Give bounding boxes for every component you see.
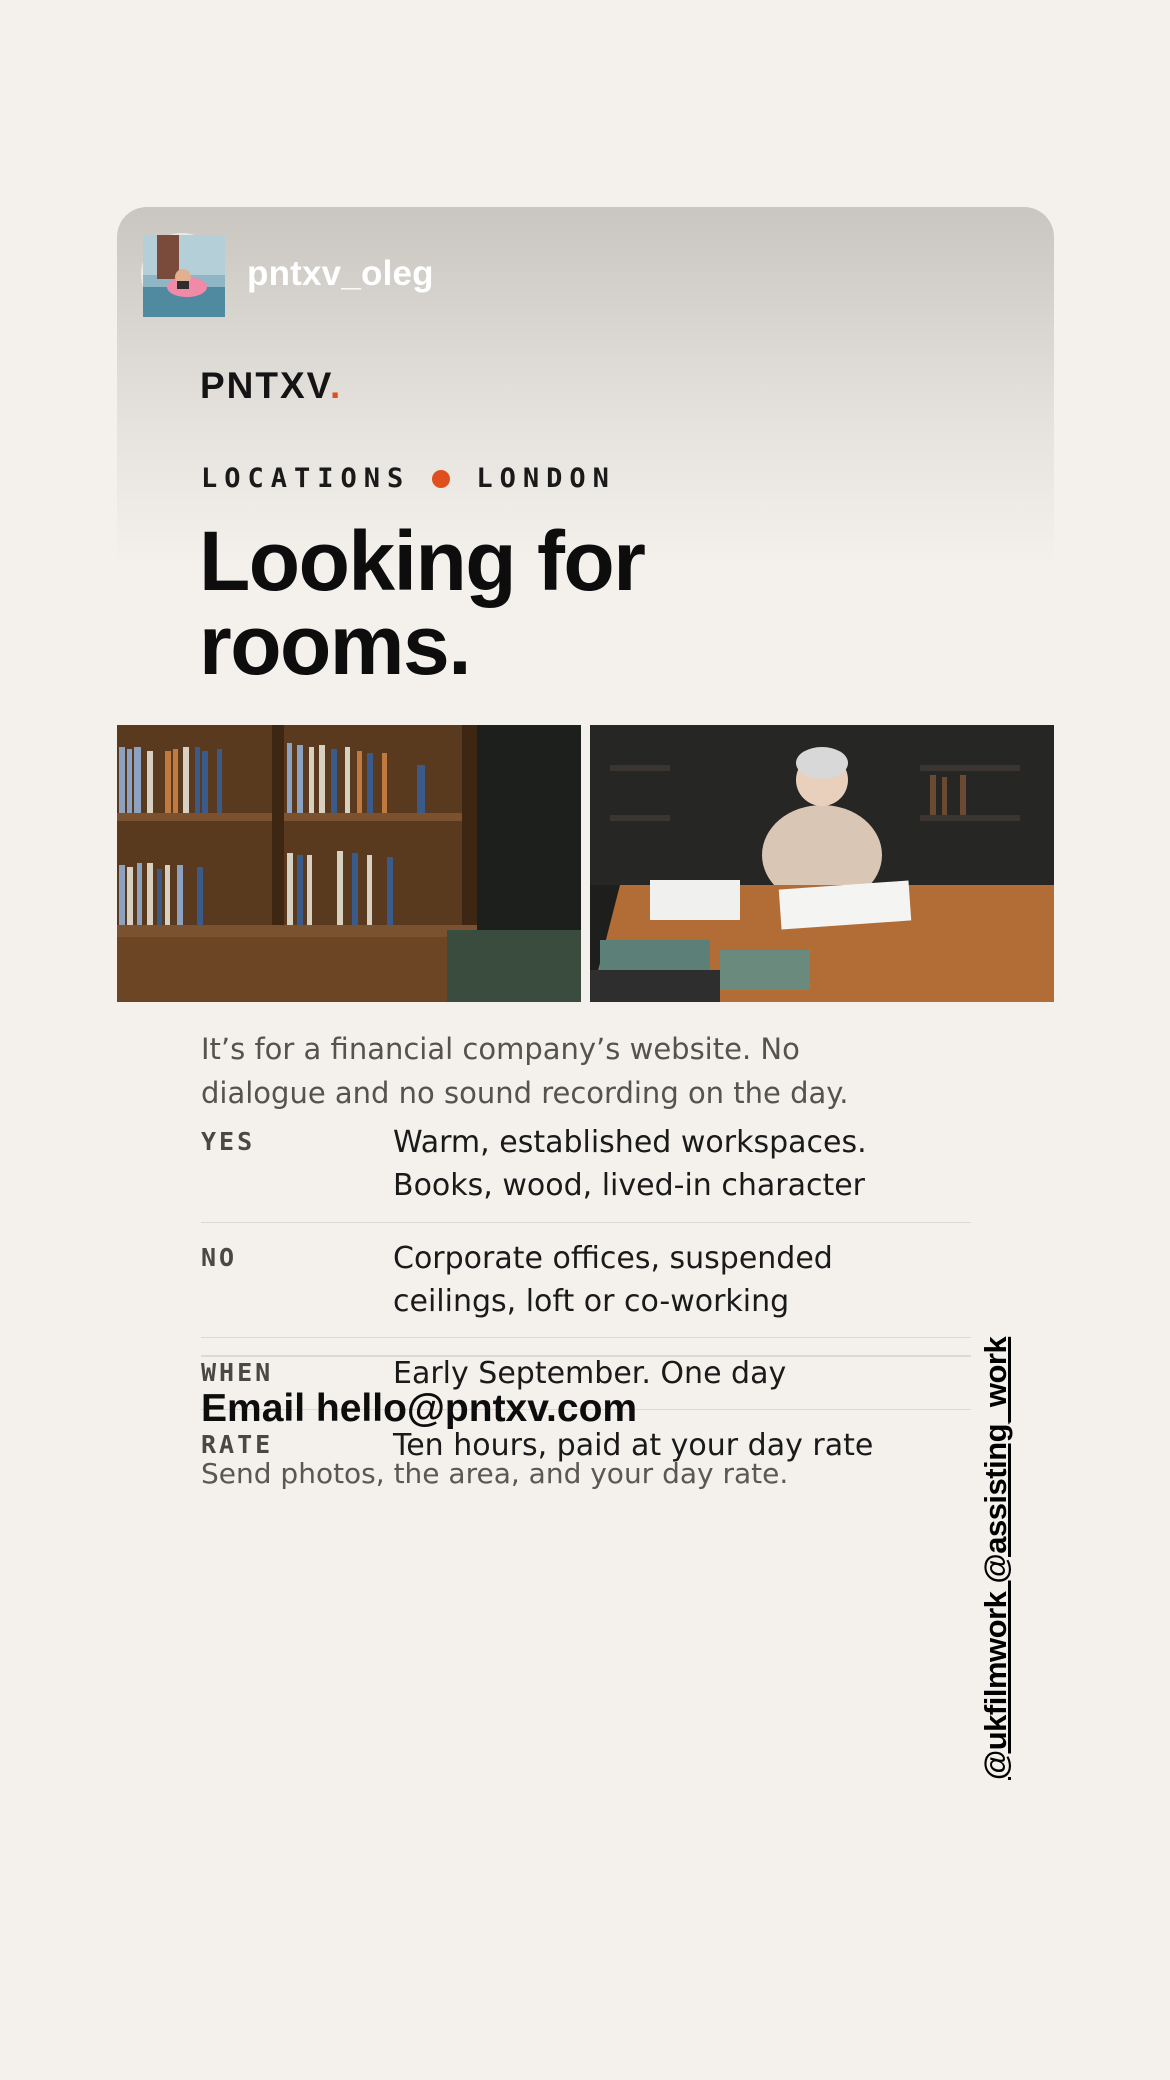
photo-row <box>117 725 1054 1002</box>
headline: Looking for rooms. <box>199 514 645 692</box>
row-key: NO <box>201 1243 238 1272</box>
brand-dot: . <box>329 365 343 406</box>
row-key: RATE <box>201 1430 274 1459</box>
row-value: Early September. One day <box>393 1356 787 1391</box>
divider <box>201 1355 971 1357</box>
username[interactable]: pntxv_oleg <box>247 254 434 293</box>
table-row <box>201 1107 971 1223</box>
row-key: YES <box>201 1127 256 1156</box>
row-key: WHEN <box>201 1358 274 1387</box>
brand-logo <box>200 365 342 407</box>
kicker-category: LOCATIONS <box>201 463 411 494</box>
kicker <box>201 463 616 494</box>
bookshelf-photo <box>117 725 581 1002</box>
row-value: Warm, established workspaces. Books, wood, lived-in character <box>393 1125 867 1203</box>
avatar[interactable] <box>141 233 223 315</box>
email-cta[interactable]: Email hello@pntxv.com <box>201 1387 638 1430</box>
intro-text: It’s for a financial company’s website. No dialogue and no sound recording on the day. <box>201 1032 849 1110</box>
story-card <box>117 207 1054 1490</box>
row-value: Ten hours, paid at your day rate <box>393 1428 874 1463</box>
brand-name: PNTXV <box>200 365 330 406</box>
row-value: Corporate offices, suspended ceilings, loft or co-working <box>393 1241 833 1319</box>
woman-reading-at-desk-photo <box>590 725 1054 1002</box>
story-header[interactable] <box>141 233 434 315</box>
table-row <box>201 1223 971 1338</box>
kicker-location: LONDON <box>476 463 616 494</box>
credit-tags[interactable]: @ukfilmwork @assisting_work <box>978 1336 1013 1780</box>
cta-subtext: Send photos, the area, and your day rate. <box>201 1457 789 1490</box>
bullet-dot-icon <box>432 470 450 488</box>
